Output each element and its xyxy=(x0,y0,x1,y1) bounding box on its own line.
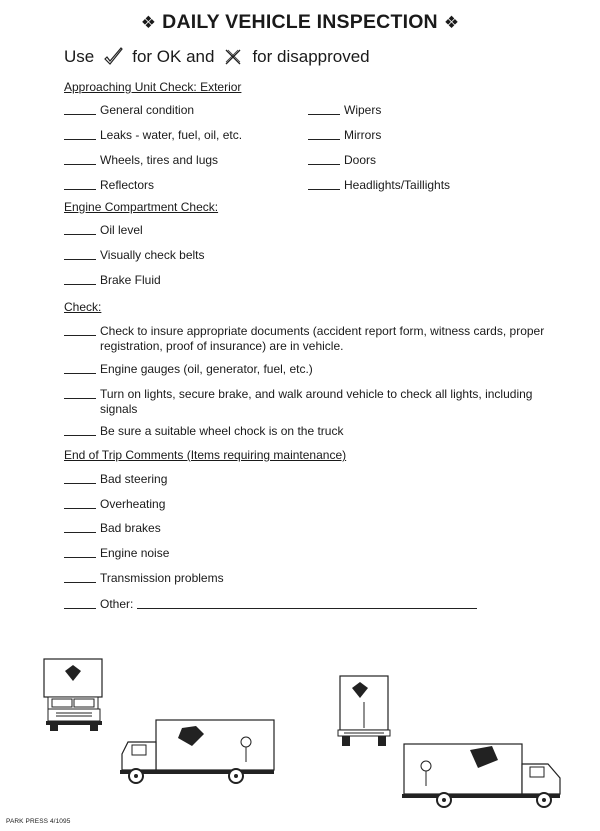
legend-use-text: Use xyxy=(64,47,95,66)
legend-disapproved-text: for disapproved xyxy=(252,47,370,66)
check-blank[interactable] xyxy=(64,424,96,436)
item-label: Engine noise xyxy=(100,546,170,560)
checklist-item[interactable] xyxy=(64,521,161,536)
item-label: Mirrors xyxy=(344,128,382,142)
check-blank[interactable] xyxy=(308,103,340,115)
check-blank[interactable] xyxy=(64,103,96,115)
diamond-ornament-icon: ❖ xyxy=(140,13,157,32)
checklist-item[interactable] xyxy=(64,546,169,561)
checklist-item[interactable] xyxy=(308,178,450,193)
check-blank[interactable] xyxy=(64,178,96,190)
check-blank[interactable] xyxy=(64,153,96,165)
checklist-item[interactable] xyxy=(308,103,381,118)
item-label: Doors xyxy=(344,153,377,167)
item-label: Bad brakes xyxy=(100,521,161,535)
checklist-item[interactable] xyxy=(64,472,167,487)
check-blank[interactable] xyxy=(308,153,340,165)
checklist-item[interactable] xyxy=(308,153,376,168)
checklist-item[interactable] xyxy=(308,128,381,143)
section-heading-end-of-trip: End of Trip Comments (Items requiring maintenance) xyxy=(64,448,347,462)
checklist-item[interactable] xyxy=(64,103,194,118)
checklist-item[interactable] xyxy=(64,571,224,586)
item-label: Transmission problems xyxy=(100,571,224,585)
checklist-item[interactable] xyxy=(64,178,154,193)
item-label: Leaks - water, fuel, oil, etc. xyxy=(100,128,243,142)
check-blank[interactable] xyxy=(64,248,96,260)
checklist-item[interactable] xyxy=(64,387,545,417)
check-blank[interactable] xyxy=(64,387,96,399)
check-blank[interactable] xyxy=(64,362,96,374)
item-label: Visually check belts xyxy=(100,248,205,262)
item-label: Wheels, tires and lugs xyxy=(100,153,219,167)
check-blank[interactable] xyxy=(64,223,96,235)
truck-rear-icon xyxy=(336,672,392,748)
checklist-item[interactable] xyxy=(64,153,218,168)
check-blank[interactable] xyxy=(308,128,340,140)
item-label: Bad steering xyxy=(100,472,168,486)
checklist-item[interactable] xyxy=(64,128,242,143)
legend-ok-text: for OK and xyxy=(132,47,215,66)
checklist-item[interactable] xyxy=(64,497,165,512)
item-label: Brake Fluid xyxy=(100,273,161,287)
item-label: Headlights/Taillights xyxy=(344,178,451,192)
item-label: Check to insure appropriate documents (accident report form, witness cards, proper registration, proof of insurance) are in vehicle. xyxy=(100,324,545,353)
footer-print-code: PARK PRESS 4/1095 xyxy=(6,818,71,825)
section-heading-exterior: Approaching Unit Check: Exterior xyxy=(64,80,242,94)
truck-side-icon xyxy=(118,718,278,786)
item-label: General condition xyxy=(100,103,195,117)
check-blank[interactable] xyxy=(64,273,96,285)
checklist-item[interactable] xyxy=(64,424,343,439)
check-blank[interactable] xyxy=(64,571,96,583)
title-text: DAILY VEHICLE INSPECTION xyxy=(162,11,438,33)
item-label: Oil level xyxy=(100,223,143,237)
check-blank[interactable] xyxy=(308,178,340,190)
item-label: Be sure a suitable wheel chock is on the truck xyxy=(100,424,344,438)
legend xyxy=(64,46,370,68)
other-comment-item[interactable] xyxy=(64,597,477,612)
item-label: Wipers xyxy=(344,103,382,117)
checklist-item[interactable] xyxy=(64,273,161,288)
item-label: Overheating xyxy=(100,497,166,511)
other-comment-line[interactable] xyxy=(137,597,477,609)
item-label: Reflectors xyxy=(100,178,155,192)
item-label: Turn on lights, secure brake, and walk around vehicle to check all lights, including signals xyxy=(100,387,533,416)
checklist-item[interactable] xyxy=(64,223,143,238)
checklist-item[interactable] xyxy=(64,248,205,263)
check-blank[interactable] xyxy=(64,497,96,509)
other-label: Other: xyxy=(100,597,134,611)
check-blank[interactable] xyxy=(64,324,96,336)
checklist-item[interactable] xyxy=(64,324,545,354)
checklist-item[interactable] xyxy=(64,362,313,377)
section-heading-check: Check: xyxy=(64,300,102,314)
item-label: Engine gauges (oil, generator, fuel, etc.) xyxy=(100,362,313,376)
check-blank[interactable] xyxy=(64,546,96,558)
check-blank[interactable] xyxy=(64,597,96,609)
truck-side-icon xyxy=(400,740,565,810)
check-mark-icon xyxy=(102,46,124,68)
truck-front-icon xyxy=(40,657,110,732)
diamond-ornament-icon: ❖ xyxy=(443,13,460,32)
section-heading-engine: Engine Compartment Check: xyxy=(64,200,219,214)
check-blank[interactable] xyxy=(64,472,96,484)
cross-mark-icon xyxy=(222,46,244,68)
check-blank[interactable] xyxy=(64,128,96,140)
check-blank[interactable] xyxy=(64,521,96,533)
page-title xyxy=(0,11,600,34)
